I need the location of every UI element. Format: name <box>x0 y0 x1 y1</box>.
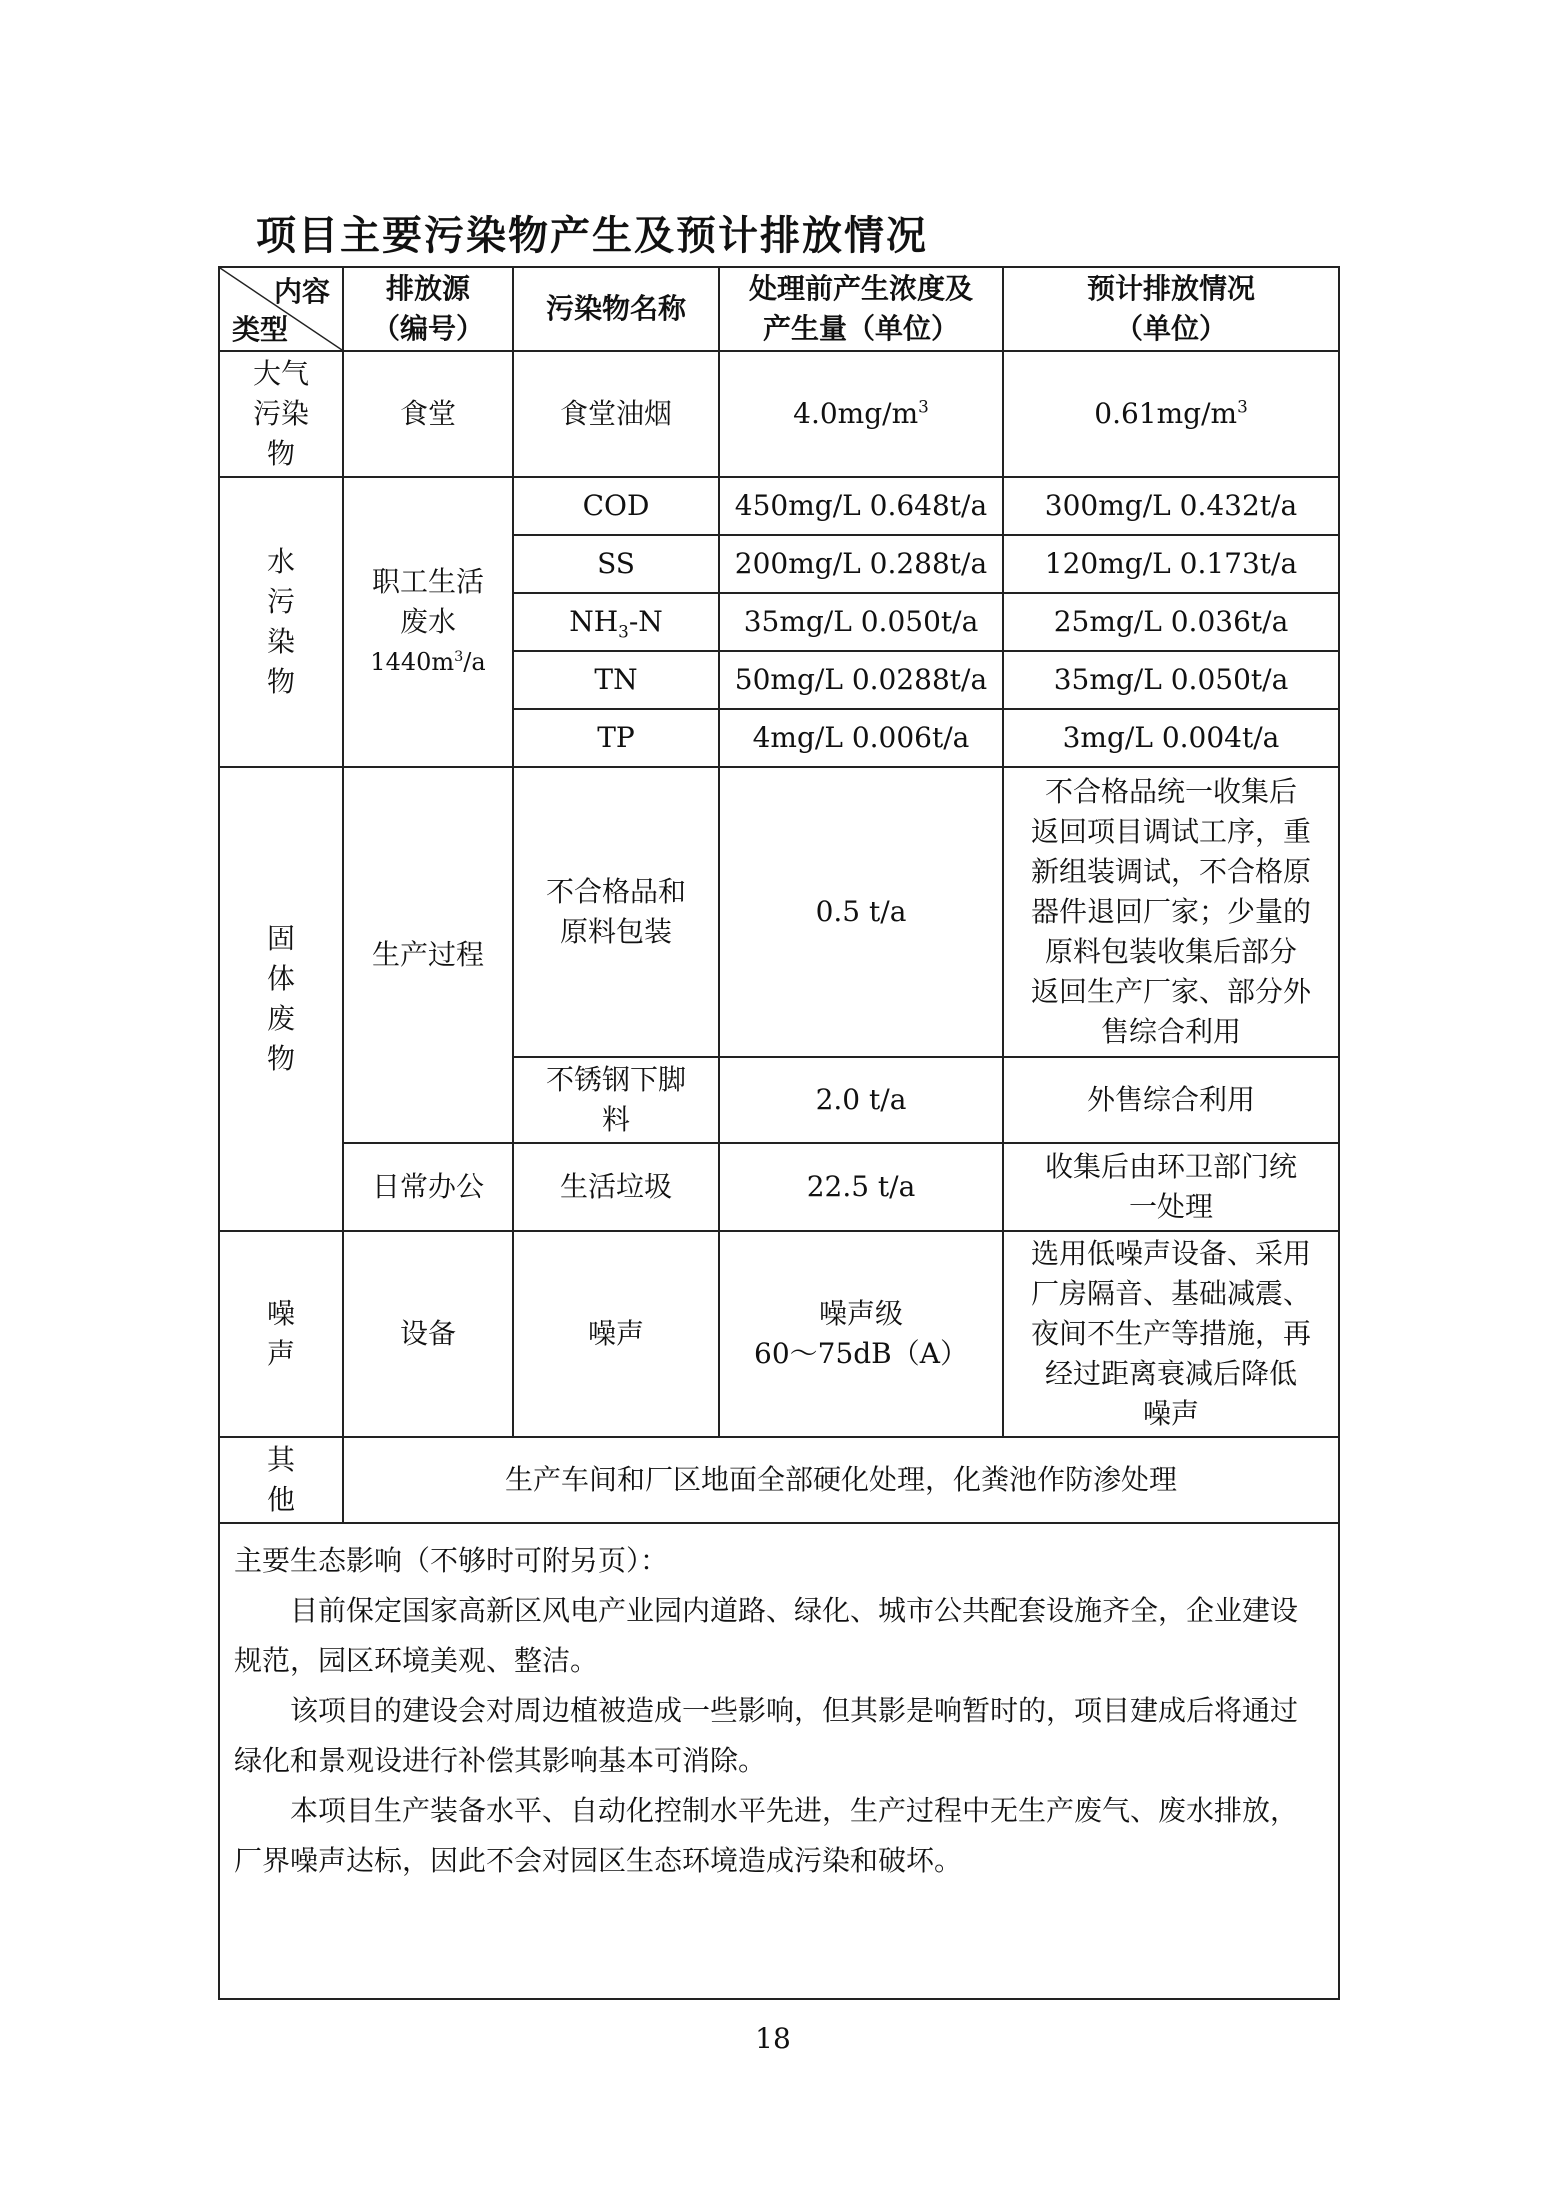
diagonal-header-cell <box>219 267 343 351</box>
noise-pollutant: 噪声 <box>513 1231 719 1437</box>
other-text: 生产车间和厂区地面全部硬化处理，化粪池作防渗处理 <box>343 1437 1339 1523</box>
solid-source-production: 生产过程 <box>343 767 513 1143</box>
air-source: 食堂 <box>343 351 513 477</box>
noise-expected: 选用低噪声设备、采用 厂房隔音、基础减震、 夜间不生产等措施，再 经过距离衰减后降低 噪声 <box>1003 1231 1339 1437</box>
water-pollutant-tp: TP <box>513 709 719 767</box>
page-title: 项目主要污染物产生及预计排放情况 <box>256 213 928 259</box>
water-before-nh3n: 35mg/L 0.050t/a <box>719 593 1003 651</box>
water-expected-tp: 3mg/L 0.004t/a <box>1003 709 1339 767</box>
category-other: 其 他 <box>219 1437 343 1523</box>
water-expected-cod: 300mg/L 0.432t/a <box>1003 477 1339 535</box>
solid-source-office: 日常办公 <box>343 1143 513 1231</box>
water-before-ss: 200mg/L 0.288t/a <box>719 535 1003 593</box>
table-row-air <box>219 351 1339 477</box>
page-number: 18 <box>755 2022 791 2055</box>
solid-pollutant-steel: 不锈钢下脚 料 <box>513 1057 719 1143</box>
header-expected: 预计排放情况 （单位） <box>1003 267 1339 351</box>
header-source: 排放源 （编号） <box>343 267 513 351</box>
water-pollutant-ss: SS <box>513 535 719 593</box>
air-expected: $0.61mg/m^3$ <box>1003 351 1339 477</box>
noise-before: 噪声级 60～75dB（A） <box>719 1231 1003 1437</box>
table-row-water <box>219 477 1339 535</box>
eco-paragraph: 该项目的建设会对周边植被造成一些影响，但其影是响暂时的，项目建成后将通过绿化和景观设进行补偿其影响基本可消除。 <box>234 1694 1299 1777</box>
air-before: $4.0mg/m^3$ <box>719 351 1003 477</box>
solid-pollutant-garbage: 生活垃圾 <box>513 1143 719 1231</box>
water-before-tp: 4mg/L 0.006t/a <box>719 709 1003 767</box>
noise-source: 设备 <box>343 1231 513 1437</box>
table-row-solid <box>219 767 1339 1057</box>
header-pollutant: 污染物名称 <box>513 267 719 351</box>
table-header-row <box>219 267 1339 351</box>
table-row-solid <box>219 1143 1339 1231</box>
solid-expected-garbage: 收集后由环卫部门统 一处理 <box>1003 1143 1339 1231</box>
eco-paragraph: 本项目生产装备水平、自动化控制水平先进，生产过程中无生产废气、废水排放，厂界噪声达标，因此不会对园区生态环境造成污染和破坏。 <box>234 1794 1299 1877</box>
eco-heading: 主要生态影响（不够时可附另页）： <box>234 1544 669 1577</box>
solid-before-garbage: 22.5 t/a <box>719 1143 1003 1231</box>
header-content-label: 内容 <box>273 275 330 308</box>
water-expected-nh3n: 25mg/L 0.036t/a <box>1003 593 1339 651</box>
solid-expected-rejects: 不合格品统一收集后 返回项目调试工序，重 新组装调试，不合格原 器件退回厂家；少量的 原料包装收集后部分 返回生产厂家、部分外 售综合利用 <box>1003 767 1339 1057</box>
water-pollutant-cod: COD <box>513 477 719 535</box>
solid-before-rejects: 0.5 t/a <box>719 767 1003 1057</box>
water-source: 职工生活 废水 $1440m^3/a$ <box>343 477 513 767</box>
table-row-other <box>219 1437 1339 1523</box>
pollutant-table <box>218 266 1340 2000</box>
header-before: 处理前产生浓度及 产生量（单位） <box>719 267 1003 351</box>
water-expected-tn: 35mg/L 0.050t/a <box>1003 651 1339 709</box>
solid-pollutant-rejects: 不合格品和 原料包装 <box>513 767 719 1057</box>
category-noise: 噪 声 <box>219 1231 343 1437</box>
water-before-cod: 450mg/L 0.648t/a <box>719 477 1003 535</box>
header-type-label: 类型 <box>232 313 289 346</box>
table-row-eco <box>219 1523 1339 1999</box>
table-row-noise <box>219 1231 1339 1437</box>
category-water: 水 污 染 物 <box>219 477 343 767</box>
eco-paragraph: 目前保定国家高新区风电产业园内道路、绿化、城市公共配套设施齐全，企业建设规范，园区环境美观、整洁。 <box>234 1594 1299 1677</box>
water-expected-ss: 120mg/L 0.173t/a <box>1003 535 1339 593</box>
eco-impact-cell <box>219 1523 1339 1999</box>
air-pollutant: 食堂油烟 <box>513 351 719 477</box>
water-pollutant-nh3n: $NH_3-N$ <box>513 593 719 651</box>
solid-before-steel: 2.0 t/a <box>719 1057 1003 1143</box>
solid-expected-steel: 外售综合利用 <box>1003 1057 1339 1143</box>
water-pollutant-tn: TN <box>513 651 719 709</box>
water-before-tn: 50mg/L 0.0288t/a <box>719 651 1003 709</box>
category-air: 大气 污染 物 <box>219 351 343 477</box>
category-solid: 固 体 废 物 <box>219 767 343 1231</box>
